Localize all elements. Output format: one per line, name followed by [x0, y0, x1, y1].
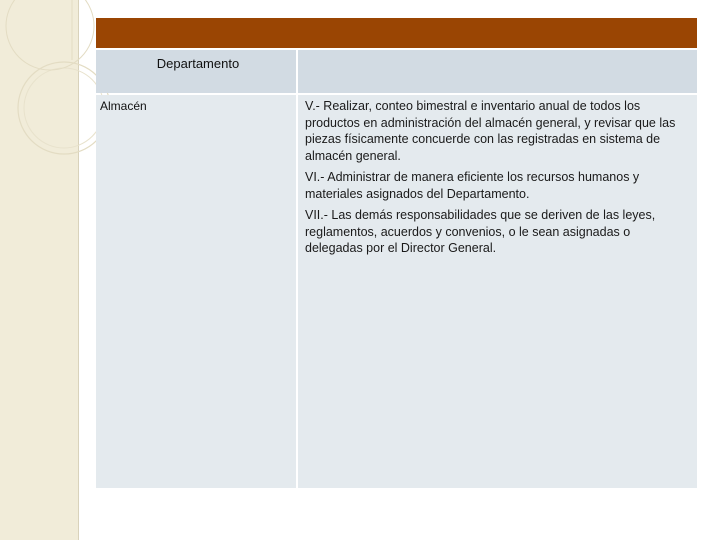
decorative-side-band: [0, 0, 79, 540]
responsibility-paragraph-vi: VI.- Administrar de manera eficiente los recursos humanos y materiales asignados del Departamento.: [305, 170, 640, 201]
department-cell: Almacén: [96, 95, 296, 488]
table-title-bar: [96, 18, 697, 48]
responsibility-paragraph-v: V.- Realizar, conteo bimestral e inventario anual de todos los productos en administración del almacén general, y revisar que las piezas físicamente concuerde con las registradas en sistema de almacén general.: [305, 99, 676, 163]
responsibilities-cell: [298, 95, 697, 488]
responsibilities-table: [96, 18, 697, 488]
responsibility-paragraph-vii: VII.- Las demás responsabilidades que se deriven de las leyes, reglamentos, acuerdos y convenios, o le sean asignadas o delegadas por el Director General.: [305, 208, 656, 255]
table-row: [96, 95, 697, 488]
column-header-department: Departamento: [96, 50, 296, 93]
column-header-responsibilities: [298, 50, 697, 93]
table-header-row: [96, 50, 697, 93]
